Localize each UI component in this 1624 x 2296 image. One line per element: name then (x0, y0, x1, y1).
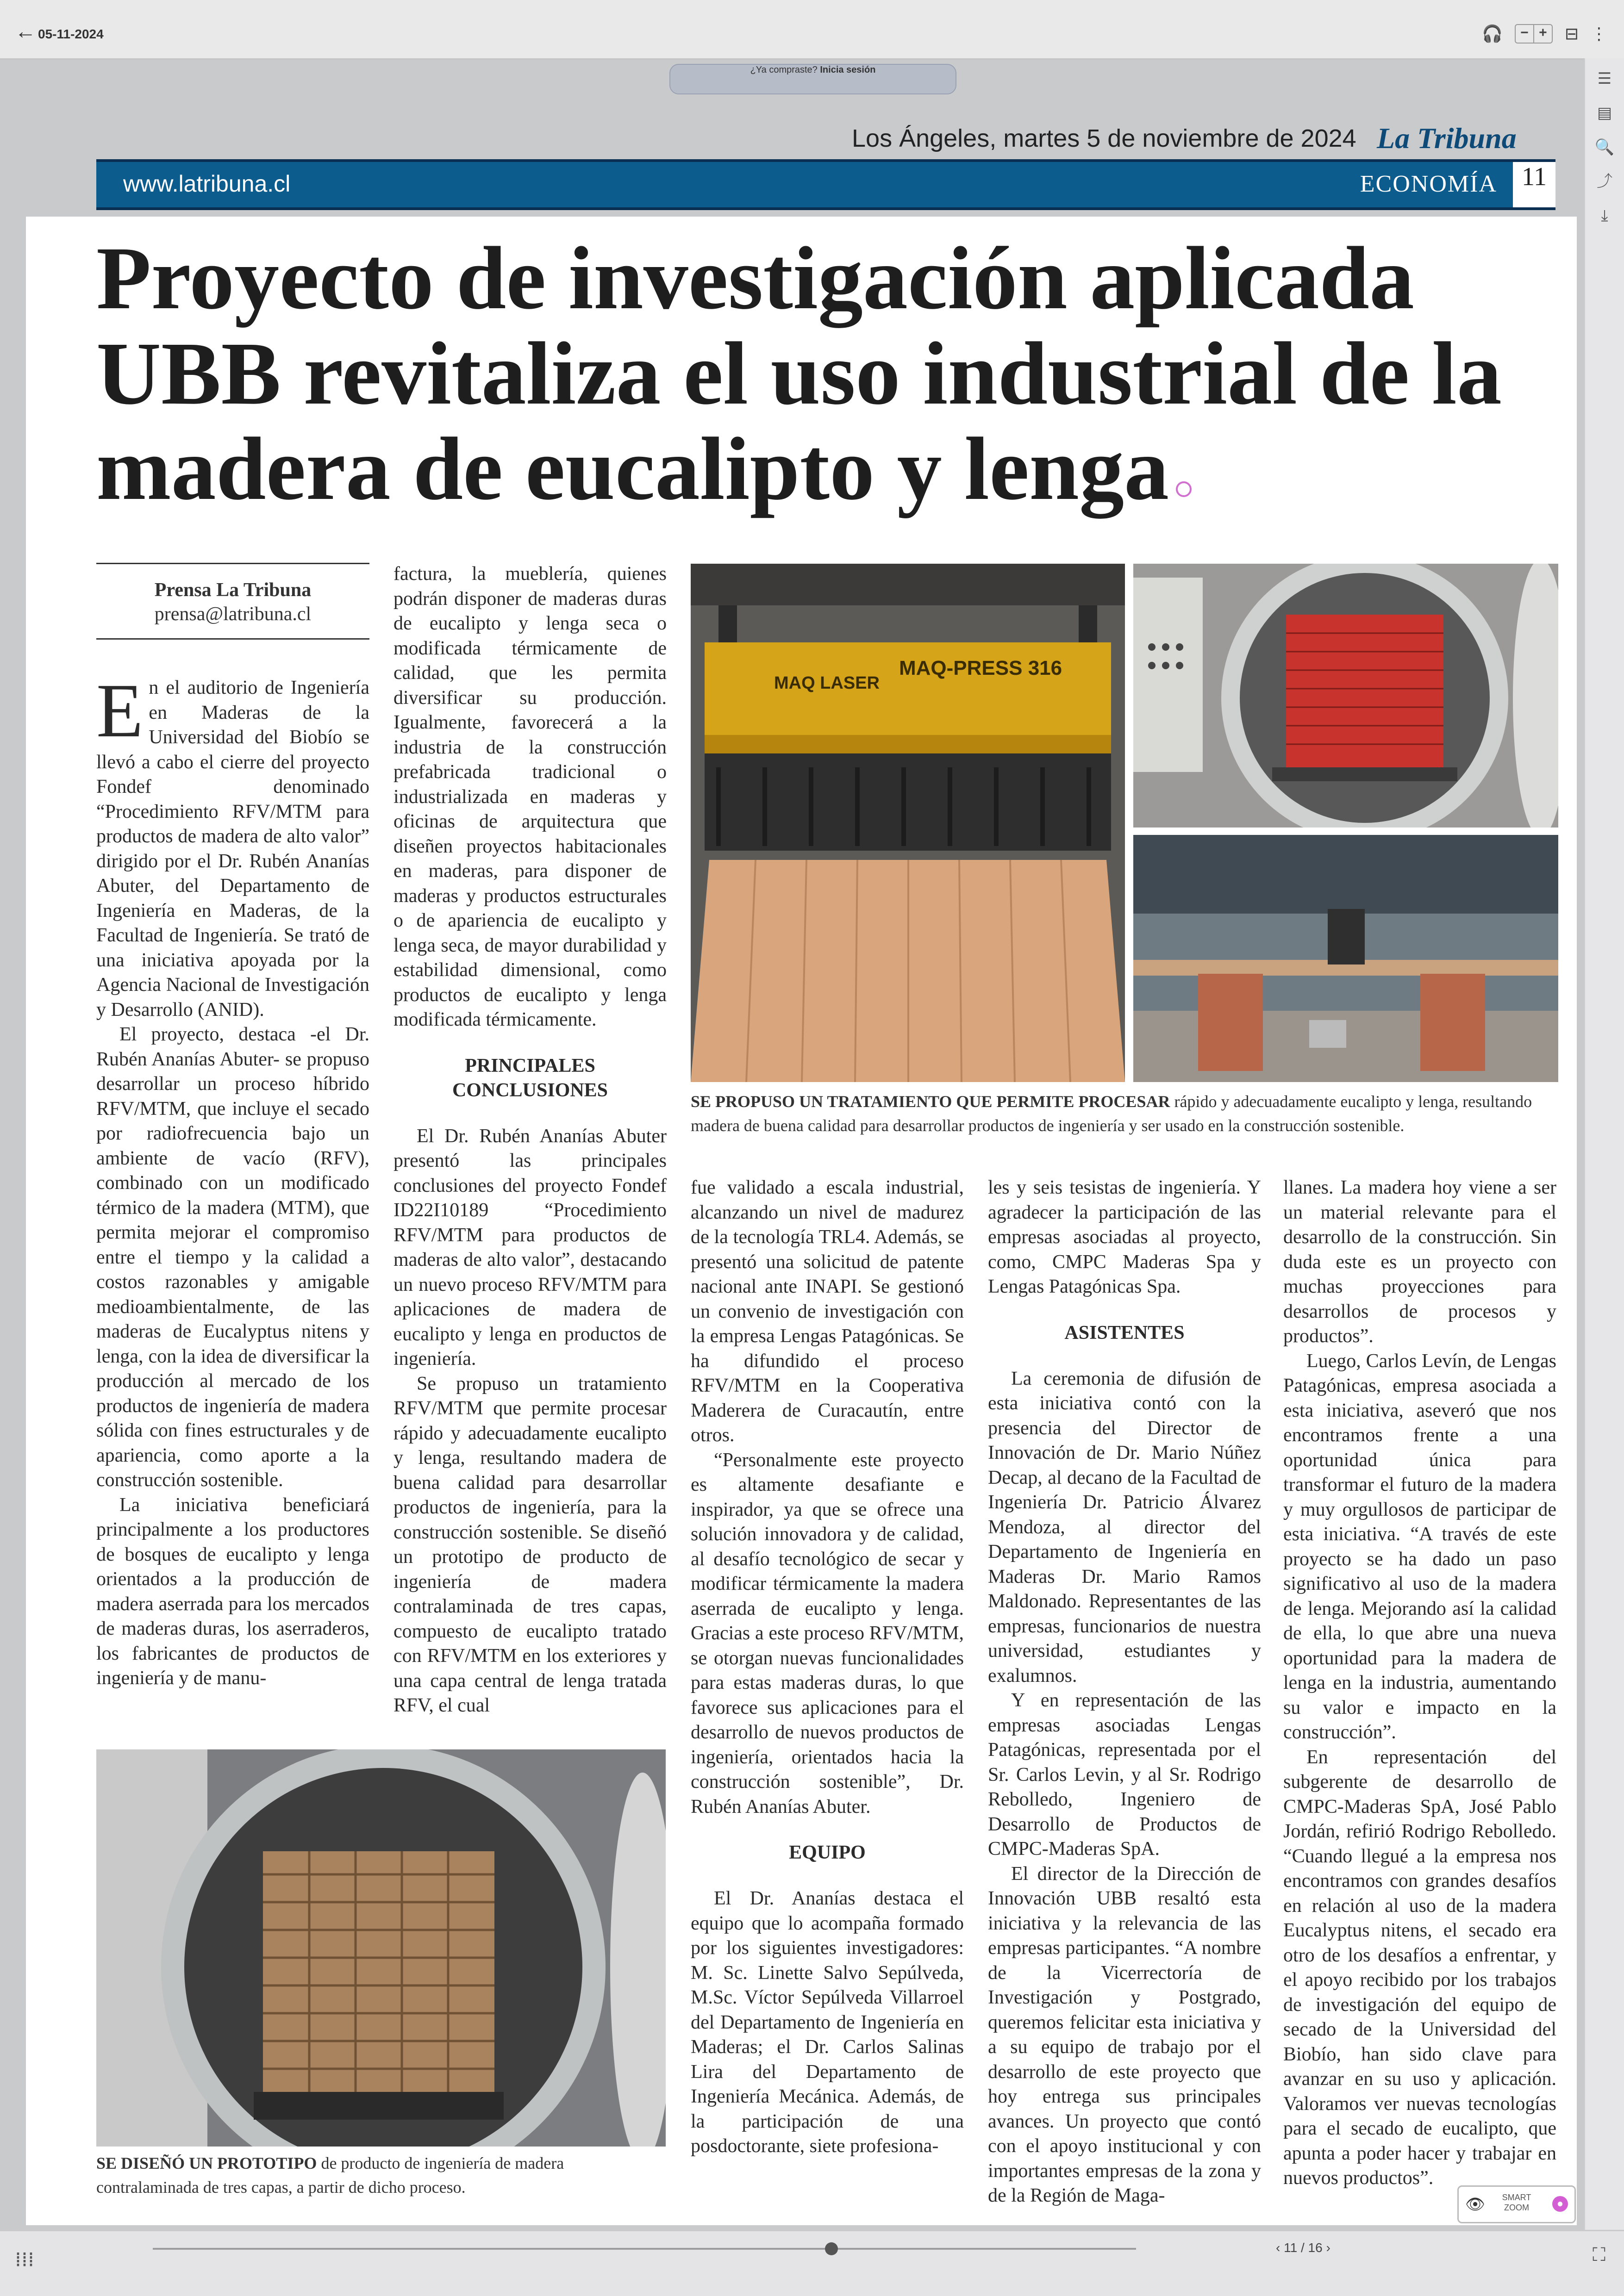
subheading: ASISTENTES (1064, 1322, 1185, 1344)
column-3 (691, 1176, 964, 2159)
paragraph: llanes. La madera hoy viene a ser un material relevante para el desarrollo de la construcción. Sin duda este es un proyecto con muchas proyecciones para desarrollos de procesos y productos”. (1283, 1177, 1556, 1347)
paragraph: El Dr. Rubén Ananías Abuter presentó las principales conclusiones del proyecto Fondef ID22I10189 “Procedimiento RFV/MTM para productos de maderas de alto valor”, destacando un nuevo proceso RFV/MTM para aplicaciones de madera de eucalipto y lenga en productos de ingeniería. (394, 1125, 667, 1369)
login-link[interactable]: Inicia sesión (820, 65, 876, 75)
subheading: PRINCIPALES CONCLUSIONES (452, 1055, 608, 1101)
zoom-controls (1515, 24, 1553, 44)
section-name: ECONOMÍA (1360, 171, 1497, 197)
paragraph: En representación del subgerente de desarrollo de CMPC-Maderas SpA, José Pablo Jordán, refirió Rodrigo Rebolledo. “Cuando llegué a la empresa nos encontramos con grandes desafíos en relación al uso de la madera Eucalyptus nitens, el secado era otro de los desafíos a enfrentar, y el apoyo recibido por los trabajos de investigación del equipo de secado de la Universidad del Biobío, han sido clave para avanzar en su uso y aplicación. Valoramos ver nuevas tecnologías para el secado de eucalipto, que apunta a poder hacer y trabajar en nuevos productos”. (1283, 1746, 1556, 2189)
paragraph: El proyecto, destaca -el Dr. Rubén Ananías Abuter- se propuso desarrollar un proceso híbrido RFV/MTM, que incluye el secado por radiofrecuencia bajo un ambiente de vacío (RFV), combinado con un modificado térmico de la madera (MTM), que permita mejorar el compromiso entre el tiempo y la calidad a costos razonables y amigable medioambientalmente, de las maderas de Eucalyptus nitens y lenga, con la idea de diversificar la producción al mercado de los productos de ingeniería de madera sólida con fines estructurales y de apariencia, como aporte a la construcción sostenible. (96, 1024, 369, 1491)
subheading: EQUIPO (789, 1842, 866, 1863)
byline-email: prensa@latribuna.cl (154, 604, 312, 625)
paragraph: “Personalmente este proyecto es altamente desafiante e inspirador, ya que se ofrece una solución innovadora y de calidad, al desafío tecnológico de secar y modificar térmicamente la madera aserrada de eucalipto y lenga. Gracias a este proceso RFV/MTM, se otorgan nuevas funcionalidades para estas maderas duras, lo que favorece sus aplicaciones para el desarrollo de nuevos productos de ingeniería, orientados hacia la construcción sostenible”, Dr. Rubén Ananías Abuter. (691, 1449, 964, 1817)
viewer-top-bar (0, 0, 1624, 60)
newspaper-page (26, 217, 1577, 2225)
paragraph: factura, la mueblería, quienes podrán disponer de maderas duras de eucalipto y lenga seca o modificada térmicamente de calidad, que les permita diversificar su producción. Igualmente, favorecerá a la industria de la construcción prefabricada tradicional o industrializada en maderas y oficinas de arquitectura que diseñen proyectos habitacionales en maderas, para disponer de maderas y productos estructurales o de apariencia de eucalipto y lenga seca, de mayor durabilidad y estabilidad dimensional, como productos de eucalipto y lenga modificada térmicamente. (394, 563, 667, 1030)
back-arrow-icon[interactable]: ← (15, 19, 36, 43)
photo-kiln-red (1133, 564, 1558, 828)
edition-date: 05-11-2024 (38, 27, 104, 41)
hotspot-icon[interactable] (1176, 481, 1192, 497)
column-2 (394, 562, 667, 1718)
column-5 (1283, 1176, 1556, 2191)
paragraph: Se propuso un tratamiento RFV/MTM que permite procesar rápido y adecuadamente eucalipto y lenga, resultando madera de buena calidad para desarrollar productos de ingeniería, para la construcción sostenible. Se diseñó un prototipo de producto de ingeniería de madera contralaminada de tres capas, compuesto de eucalipto tratado con RFV/MTM en los exteriores y una capa central de lenga tratada RFV, el cual (394, 1373, 667, 1716)
eye-icon: 👁 (1465, 2195, 1486, 2214)
photo-caption-bottom: SE DISEÑÓ UN PROTOTIPO de producto de ingeniería de madera contralaminada de tres capas, a partir de dicho proceso. (96, 2154, 564, 2196)
fullscreen-icon[interactable]: ⛶ (1593, 2244, 1605, 2265)
paragraph: El Dr. Ananías destaca el equipo que lo acompaña formado por los siguientes investigadores: M. Sc. Linette Salvo Sepúlveda, M.Sc. Víctor Sepúlveda Villarroel del Departamento de Ingeniería en Maderas; el Dr. Carlos Salinas Lira del Departamento de Ingeniería Mecánica. Además, de la participación de una posdoctorante, siete profesiona- (691, 1888, 964, 2157)
share-icon[interactable]: ⤴ (1597, 172, 1612, 191)
page-indicator: 11 / 16 (1284, 2240, 1323, 2255)
paragraph: La ceremonia de difusión de esta iniciativa contó con la presencia del Director de Innovación de Dr. Mario Núñez Decap, al decano de la Facultad de Ingeniería Dr. Patricio Álvarez Mendoza, al director del Departamento de Ingeniería en Maderas Dr. Mario Ramos Maldonado. Representantes de las empresas, funcionarios de nuestra universidad, estudiantes y exalumnos. (988, 1368, 1261, 1686)
photo-kiln-wood (96, 1749, 666, 2147)
login-prompt: ¿Ya compraste? (750, 65, 818, 75)
press-brand: MAQ LASER (774, 673, 880, 693)
document-icon[interactable]: ▤ (1597, 104, 1612, 122)
more-options-icon[interactable]: ⋮ (1591, 24, 1607, 44)
byline-name: Prensa La Tribuna (154, 579, 312, 601)
zoom-out-button[interactable]: − (1520, 25, 1529, 40)
prev-page-icon[interactable]: ‹ (1276, 2240, 1280, 2255)
page-slider[interactable] (153, 2248, 1136, 2250)
paragraph: Luego, Carlos Levín, de Lengas Patagónicas, empresa asociada a esta iniciativa, aseveró que nos encontramos frente a una oportunidad única para transformar el futuro de la madera y muy orgullosos de participar de esta iniciativa. “A través de este proyecto se ha dado un paso significativo al uso de la madera de lenga. Mejorando así la calidad de ella, lo que abre una nueva oportunidad para la madera de lenga en la industria, aumentando su valor e impacto en la construcción”. (1283, 1350, 1556, 1743)
smart-zoom-label: SMART ZOOM (1502, 2193, 1531, 2212)
next-page-icon[interactable]: › (1326, 2240, 1330, 2255)
website-url: www.latribuna.cl (123, 171, 291, 197)
paragraph: En el auditorio de Ingeniería en Maderas de la Universidad del Biobío se llevó a cabo el cierre del proyecto Fondef denominado “Procedimiento RFV/MTM para productos de madera de alto valor” dirigido por el Dr. Rubén Ananías Abuter, del Departamento de Ingeniería en Maderas, de la Facultad de Ingeniería. Se trató de una iniciativa apoyada por la Agencia Nacional de Investigación y Desarrollo (ANID). (96, 668, 369, 1020)
paragraph: El director de la Dirección de Innovación UBB resaltó esta iniciativa y la relevancia de las empresas participantes. “A nombre de la Vicerrectoría de Investigación y Postgrado, queremos felicitar esta iniciativa y a su equipo de trabajo por el desarrollo de este proyecto que hoy entrega sus principales avances. Un proyecto que contó con el apoyo institucional y con importantes empresas de la zona y de la Región de Maga- (988, 1863, 1261, 2206)
drop-cap: E (96, 668, 144, 753)
headphones-icon[interactable]: 🎧 (1482, 25, 1503, 44)
column-4 (988, 1176, 1261, 2209)
section-band (96, 159, 1555, 210)
viewer-bottom-bar (0, 2230, 1624, 2296)
viewer-tools (1482, 24, 1607, 44)
list-icon[interactable]: ☰ (1597, 69, 1612, 88)
download-icon[interactable]: ⤓ (1601, 206, 1608, 225)
paragraph: les y seis tesistas de ingeniería. Y agradecer la participación de las empresas asociadas al proyecto, como, CMPC Maderas Spa y Lengas Patagónicas Spa. (988, 1177, 1261, 1297)
pager (1276, 2240, 1330, 2255)
paragraph: Y en representación de las empresas asociadas Lengas Patagónicas, representada por el Sr. Carlos Levin, y al Sr. Rodrigo Rebolledo, Ingeniero de Desarrollo de Productos de CMPC-Maderas SpA. (988, 1690, 1261, 1860)
byline (96, 563, 369, 640)
search-icon[interactable]: 🔍 (1594, 138, 1615, 156)
headline: Proyecto de investigación aplicada UBB revitaliza el uso industrial de la madera de eucalipto y lenga (96, 228, 1502, 518)
smart-zoom-button[interactable] (1457, 2185, 1576, 2223)
photo-press (691, 564, 1125, 1082)
page-slider-handle[interactable] (825, 2242, 838, 2255)
zoom-in-button[interactable]: + (1533, 25, 1552, 43)
smart-zoom-badge-icon: ● (1552, 2196, 1568, 2212)
column-1 (96, 668, 369, 1691)
paragraph: La iniciativa beneficiará principalmente a los productores de bosques de eucalipto y lenga orientados a la producción de madera aserrada para los mercados de maderas duras, los aserraderos, los fabricantes de productos de ingeniería y de manu- (96, 1494, 369, 1689)
page-number: 11 (1513, 162, 1555, 207)
login-banner[interactable] (669, 64, 956, 94)
grid-view-icon[interactable]: ⁞⁞⁞ (15, 2248, 34, 2271)
right-toolbar (1584, 58, 1624, 2234)
layout-icon[interactable]: ⊟ (1564, 24, 1579, 44)
paragraph: fue validado a escala industrial, alcanzando un nivel de madurez de la tecnología TRL4. Además, se presentó una solicitud de patente nacional ante INAPI. Se gestionó un convenio de investigación con la empresa Lengas Patagónicas. Se ha difundido el proceso RFV/MTM en la Cooperativa Maderera de Curacautín, entre otros. (691, 1177, 964, 1446)
photo-testing-rig (1133, 835, 1558, 1082)
press-model: MAQ-PRESS 316 (899, 657, 1062, 679)
newspaper-logo: La Tribuna (1377, 122, 1517, 155)
photo-caption-top: SE PROPUSO UN TRATAMIENTO QUE PERMITE PROCESAR rápido y adecuadamente eucalipto y lenga, resultando madera de buena calidad para desarrollar productos de ingeniería y ser usado en la construcción sostenible. (691, 1092, 1532, 1135)
dateline: Los Ángeles, martes 5 de noviembre de 2024 (852, 124, 1356, 152)
